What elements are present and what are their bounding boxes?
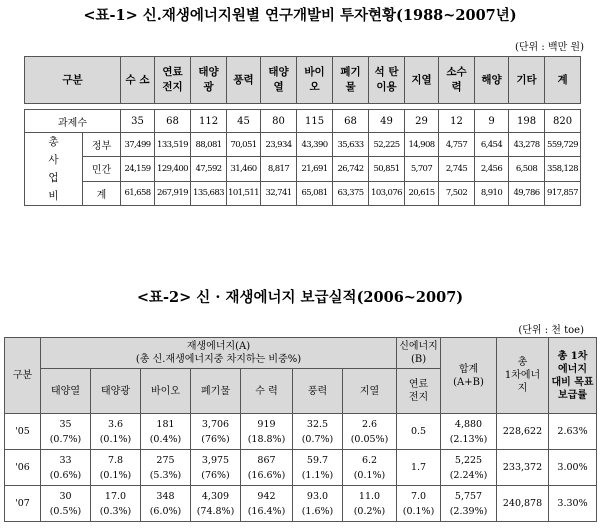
header-coal-l2: 이용 — [376, 81, 397, 93]
share-l4: 보급률 — [558, 389, 587, 401]
value: 17.0 — [104, 490, 127, 502]
header-other-l1: 기타 — [516, 73, 537, 86]
share-cell: 3.30% — [549, 486, 597, 522]
table1-title: <표-1> 신.재생에너지원별 연구개발비 투자현황(1988~2007년) — [83, 7, 517, 24]
cell — [91, 486, 141, 522]
cell: 2,745 — [439, 157, 475, 181]
value: 2.6 — [361, 418, 378, 430]
header-total — [545, 57, 581, 104]
cell: 50,851 — [369, 157, 405, 181]
row-label-private: 민간 — [83, 157, 121, 181]
value: 59.7 — [306, 454, 329, 466]
row-label-sum: 계 — [83, 181, 121, 205]
cell: 6,454 — [475, 133, 509, 157]
cell: 23,934 — [261, 133, 297, 157]
value: 3,706 — [201, 418, 230, 430]
cell — [141, 486, 191, 522]
total-rd-char: 사 — [48, 154, 59, 166]
fuel-cell-l2: 전지 — [408, 392, 429, 403]
header-fuel-cell — [397, 369, 441, 414]
header-bio — [297, 57, 333, 104]
cell: 820 — [545, 110, 581, 133]
header-pv — [191, 57, 227, 104]
header-small-hydro-l2: 력 — [451, 81, 462, 93]
cell: 31,460 — [227, 157, 261, 181]
header-geothermal — [405, 57, 439, 104]
percent: (1.1%) — [301, 469, 334, 481]
cell — [141, 414, 191, 450]
cell: 37,499 — [121, 133, 155, 157]
share-l2: 에너지 — [558, 363, 587, 375]
row-label-total-rd — [25, 133, 83, 206]
fuel-cell-cell: 0.5 — [397, 414, 441, 450]
header-target-share — [549, 338, 597, 414]
cell: 88,081 — [191, 133, 227, 157]
header-solar-thermal — [261, 57, 297, 104]
share-l1: 총 1차 — [557, 350, 588, 362]
header-waste — [333, 57, 369, 104]
cell: 9 — [475, 110, 509, 133]
value: 6.2 — [361, 454, 378, 466]
cell: 12 — [439, 110, 475, 133]
fuel-cell-l1: 연료 — [408, 379, 429, 390]
total-cell — [441, 414, 497, 450]
table-row — [25, 110, 581, 133]
value: 4,880 — [454, 418, 483, 430]
header-waste-l1: 폐기 — [340, 66, 361, 78]
year-cell: '05 — [5, 414, 41, 450]
cell: 49 — [369, 110, 405, 133]
header-other — [509, 57, 545, 104]
header-primary-energy — [497, 338, 549, 414]
header-small-hydro-l1: 소수 — [446, 66, 467, 78]
percent: (0.1%) — [402, 505, 435, 517]
header-hydrogen-l1: 수 — [125, 73, 136, 86]
cell: 133,519 — [155, 133, 191, 157]
cell — [343, 486, 397, 522]
cell: 65,081 — [297, 181, 333, 205]
fuel-cell-cell — [397, 486, 441, 522]
value: 867 — [257, 454, 276, 466]
value: 5,225 — [454, 454, 483, 466]
rd-investment-table — [24, 56, 581, 206]
value: 7.0 — [410, 490, 427, 502]
cell: 4,757 — [439, 133, 475, 157]
cell: 32,741 — [261, 181, 297, 205]
share-cell: 2.63% — [549, 414, 597, 450]
percent: (18.8%) — [247, 433, 286, 445]
deployment-table — [4, 337, 597, 522]
percent: (0.1%) — [99, 469, 132, 481]
header-hydro: 수 력 — [241, 369, 293, 414]
table-row — [25, 181, 581, 205]
value: 5,757 — [454, 490, 483, 502]
primary-cell: 228,622 — [497, 414, 549, 450]
header-hydrogen — [121, 57, 155, 104]
share-cell: 3.00% — [549, 450, 597, 486]
value: 11.0 — [358, 490, 381, 502]
cell: 61,658 — [121, 181, 155, 205]
header-wind — [227, 57, 261, 104]
header-gubun-label: 구분 — [62, 73, 83, 86]
cell — [343, 414, 397, 450]
cell: 135,683 — [191, 181, 227, 205]
value: 7.8 — [107, 454, 124, 466]
table-row — [25, 157, 581, 181]
cell — [191, 450, 241, 486]
cell: 112 — [191, 110, 227, 133]
cell: 103,076 — [369, 181, 405, 205]
total-rd-char: 총 — [48, 136, 59, 148]
value: 32.5 — [306, 418, 329, 430]
cell — [41, 450, 91, 486]
header-hydrogen-l2: 소 — [139, 73, 150, 86]
cell — [241, 450, 293, 486]
renew-group-l1: 재생에너지(A) — [186, 341, 251, 352]
primary-cell: 240,878 — [497, 486, 549, 522]
header-small-hydro — [439, 57, 475, 104]
cell — [91, 414, 141, 450]
fuel-cell-cell: 1.7 — [397, 450, 441, 486]
header-wind-l1: 풍력 — [233, 73, 254, 86]
header-bio: 바이오 — [141, 369, 191, 414]
cell — [241, 414, 293, 450]
cell: 45 — [227, 110, 261, 133]
header-coal — [369, 57, 405, 104]
cell — [41, 414, 91, 450]
cell — [91, 450, 141, 486]
value: 348 — [156, 490, 175, 502]
value: 919 — [257, 418, 276, 430]
header-new-energy — [397, 338, 441, 369]
table2-title: <표-2> 신 · 재생에너지 보급실적(2006~2007) — [136, 289, 464, 306]
percent: (6.0%) — [149, 505, 182, 517]
cell: 35 — [121, 110, 155, 133]
renew-group-l2: (총 신.재생에너지중 차지하는 비중%) — [135, 354, 302, 365]
percent: (1.6%) — [301, 505, 334, 517]
cell: 115 — [297, 110, 333, 133]
total-rd-char: 업 — [48, 172, 59, 184]
percent: (76%) — [201, 433, 230, 445]
total-cell — [441, 486, 497, 522]
table-row — [25, 133, 581, 157]
value: 181 — [156, 418, 175, 430]
cell: 6,508 — [509, 157, 545, 181]
value: 35 — [59, 418, 72, 430]
value: 33 — [59, 454, 72, 466]
primary-l1: 총 — [517, 357, 528, 368]
cell — [293, 486, 343, 522]
header-waste: 폐기물 — [191, 369, 241, 414]
total-l1: 합계 — [458, 363, 479, 375]
value: 942 — [257, 490, 276, 502]
row-label-projects: 과제수 — [25, 110, 121, 133]
cell: 63,375 — [333, 181, 369, 205]
cell: 267,919 — [155, 181, 191, 205]
table-row — [5, 486, 597, 522]
cell: 68 — [155, 110, 191, 133]
percent: (16.4%) — [247, 505, 286, 517]
cell: 52,225 — [369, 133, 405, 157]
header-ocean-l1: 해양 — [481, 73, 502, 86]
cell: 24,159 — [121, 157, 155, 181]
header-gubun — [25, 57, 121, 104]
header-ocean — [475, 57, 509, 104]
cell: 129,400 — [155, 157, 191, 181]
cell: 21,691 — [297, 157, 333, 181]
value: 93.0 — [306, 490, 329, 502]
cell: 43,390 — [297, 133, 333, 157]
cell: 29 — [405, 110, 439, 133]
header-total-ab — [441, 338, 497, 414]
header-fuel-cell-l2: 전지 — [162, 81, 183, 93]
percent: (2.24%) — [449, 469, 488, 481]
cell: 14,908 — [405, 133, 439, 157]
percent: (74.8%) — [196, 505, 235, 517]
value: 30 — [59, 490, 72, 502]
cell: 20,615 — [405, 181, 439, 205]
percent: (0.2%) — [353, 505, 386, 517]
cell: 198 — [509, 110, 545, 133]
cell: 5,707 — [405, 157, 439, 181]
header-solar-thermal: 태양열 — [41, 369, 91, 414]
cell: 26,742 — [333, 157, 369, 181]
percent: (76%) — [201, 469, 230, 481]
cell — [41, 486, 91, 522]
header-total-l1: 계 — [557, 73, 568, 86]
cell — [191, 414, 241, 450]
cell — [241, 486, 293, 522]
header-geothermal: 지열 — [343, 369, 397, 414]
percent: (0.5%) — [49, 505, 82, 517]
cell: 358,128 — [545, 157, 581, 181]
primary-l2: 1차에너 — [504, 370, 541, 381]
cell — [293, 450, 343, 486]
percent: (16.6%) — [247, 469, 286, 481]
cell: 7,502 — [439, 181, 475, 205]
percent: (5.3%) — [149, 469, 182, 481]
share-l3: 대비 목표 — [551, 376, 594, 388]
header-fuel-cell — [155, 57, 191, 104]
header-geothermal-l1: 지열 — [411, 73, 432, 86]
percent: (2.39%) — [449, 505, 488, 517]
header-bio-l1: 바이 — [304, 66, 325, 78]
value: 3.6 — [107, 418, 124, 430]
new-group-l1: 신에너지 — [399, 341, 438, 352]
value: 275 — [156, 454, 175, 466]
header-waste-l2: 물 — [345, 81, 356, 93]
header-wind: 풍력 — [293, 369, 343, 414]
total-cell — [441, 450, 497, 486]
header-solar-thermal-l1: 태양 — [268, 66, 289, 78]
value: 4,309 — [201, 490, 230, 502]
header-renewable-group — [41, 338, 397, 369]
total-l2: (A+B) — [453, 376, 484, 388]
percent: (0.1%) — [99, 433, 132, 445]
header-fuel-cell-l1: 연료 — [162, 66, 183, 78]
table-row — [5, 450, 597, 486]
percent: (2.13%) — [449, 433, 488, 445]
cell — [191, 486, 241, 522]
cell: 35,633 — [333, 133, 369, 157]
table1-unit: (단위 : 백만 원) — [514, 42, 584, 53]
percent: (0.6%) — [49, 469, 82, 481]
header-bio-l2: 오 — [309, 81, 320, 93]
cell: 917,857 — [545, 181, 581, 205]
header-coal-l1: 석 탄 — [374, 66, 399, 78]
percent: (0.05%) — [350, 433, 389, 445]
cell: 70,051 — [227, 133, 261, 157]
new-group-l2: (B) — [410, 354, 427, 365]
cell — [141, 450, 191, 486]
table2-unit: (단위 : 천 toe) — [518, 325, 584, 336]
primary-cell: 233,372 — [497, 450, 549, 486]
cell: 8,910 — [475, 181, 509, 205]
year-cell: '06 — [5, 450, 41, 486]
cell: 8,817 — [261, 157, 297, 181]
percent: (0.3%) — [99, 505, 132, 517]
cell: 80 — [261, 110, 297, 133]
header-gubun: 구분 — [5, 338, 41, 414]
header-pv-l1: 태양 — [198, 66, 219, 78]
cell: 101,511 — [227, 181, 261, 205]
row-label-gov: 정부 — [83, 133, 121, 157]
cell: 47,592 — [191, 157, 227, 181]
cell — [343, 450, 397, 486]
header-pv: 태양광 — [91, 369, 141, 414]
header-pv-l2: 광 — [203, 81, 214, 93]
percent: (0.7%) — [49, 433, 82, 445]
cell: 2,456 — [475, 157, 509, 181]
value: 3,975 — [201, 454, 230, 466]
total-rd-char: 비 — [48, 190, 59, 202]
year-cell: '07 — [5, 486, 41, 522]
percent: (0.1%) — [353, 469, 386, 481]
cell: 68 — [333, 110, 369, 133]
percent: (0.7%) — [301, 433, 334, 445]
cell: 43,278 — [509, 133, 545, 157]
table-row — [5, 414, 597, 450]
primary-l3: 지 — [517, 383, 528, 394]
header-solar-thermal-l2: 열 — [273, 81, 284, 93]
cell: 49,786 — [509, 181, 545, 205]
cell — [293, 414, 343, 450]
percent: (0.4%) — [149, 433, 182, 445]
cell: 559,729 — [545, 133, 581, 157]
